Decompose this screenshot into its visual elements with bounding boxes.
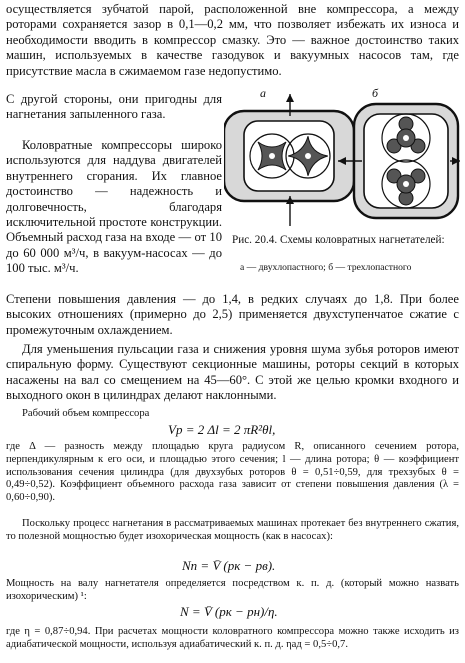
- paragraph-1: осуществляется зубчатой парой, расположенной вне компрессора, а между роторами сохраняется зазор в 0,1—0,2 мм, что позволяет избежать их износа и необходимости вводить в компрессор смазку. Это — важное достоинство таких машин, используемых в качестве газодувок и вакуумных насосов там, где присутствие масла в сжимаемом газе недопустимо.: [6, 2, 459, 78]
- paragraph-7: Поскольку процесс нагнетания в рассматриваемых машинах протекает без внутреннего сжатия, то полезной мощностью будет изохорическая мощность (как в насосах):: [6, 518, 459, 542]
- paragraph-9: где η = 0,87÷0,94. При расчетах мощности коловратного компрессора можно также исходить из адиабатической мощности, используя адиабатический к. п. д. ηад = 0,5÷0,7.: [6, 626, 459, 650]
- paragraph-4: Для уменьшения пульсации газа и снижения уровня шума зубья роторов имеют спиральную форму. Существуют секционные машины, роторы секций в которых насажены на вал со смещением на 45—60°. С этой же целью кромки входного и выходного окон в цилиндрах делают наклонными.: [6, 342, 459, 403]
- figure-legend: а — двухлопастного; б — трехлопастного: [240, 262, 412, 273]
- figure-caption: Рис. 20.4. Схемы коловратных нагнетателей:: [232, 234, 445, 246]
- three-lobe-blower-drawing: [338, 104, 460, 218]
- figure-drawing: [224, 86, 462, 236]
- paragraph-3b: Степени повышения давления — до 1,4, в редких случаях до 1,8. При более высоких отношениях (примерно до 2,5) применяется двухступенчатое сжатие с промежуточным охлаждением.: [6, 292, 459, 337]
- paragraph-5: Рабочий объем компрессора: [22, 408, 150, 419]
- two-lobe-blower-drawing: [224, 94, 354, 226]
- paragraph-6: где Δ — разность между площадью круга радиусом R, описанного сечением ротора, перпендикулярным к его оси, и площадью этого сечения; l — длина ротора; θ — коэффициент использования сечения цилиндра (для двухзубых роторов θ = 0,51÷0,59, для трехзубых θ = 0,49÷0,52). Коэффициент объемного расхода газа зависит от степени повышения давления (λ = 0,60÷0,90).: [6, 441, 459, 504]
- formula-shaft-power: N = V̄ (pк − pн)/η.: [180, 604, 278, 619]
- paragraph-3a: Коловратные компрессоры широко используются для наддува двигателей внутреннего сгорания. Их главное достоинство — надежность и долговечность, благодаря исключительной простоте конструкции. Объемный расход газа на входе — от 10 до 60 000 м³/ч, в вакуум-насосах — до 100 тыс. м³/ч.: [6, 138, 222, 276]
- figure-label-a: а: [260, 86, 266, 100]
- figure-label-b: б: [372, 86, 379, 100]
- formula-work-volume: Vр = 2 Δl = 2 πR²θl,: [168, 422, 276, 437]
- paragraph-8: Мощность на валу нагнетателя определяется посредством к. п. д. (который можно назвать изохорическим) ¹:: [6, 578, 459, 602]
- paragraph-2: С другой стороны, они пригодны для нагнетания запыленного газа.: [6, 92, 222, 122]
- formula-useful-power: Nп = V̄ (pк − pв).: [182, 558, 276, 573]
- figure-rotary-blowers: [224, 86, 462, 282]
